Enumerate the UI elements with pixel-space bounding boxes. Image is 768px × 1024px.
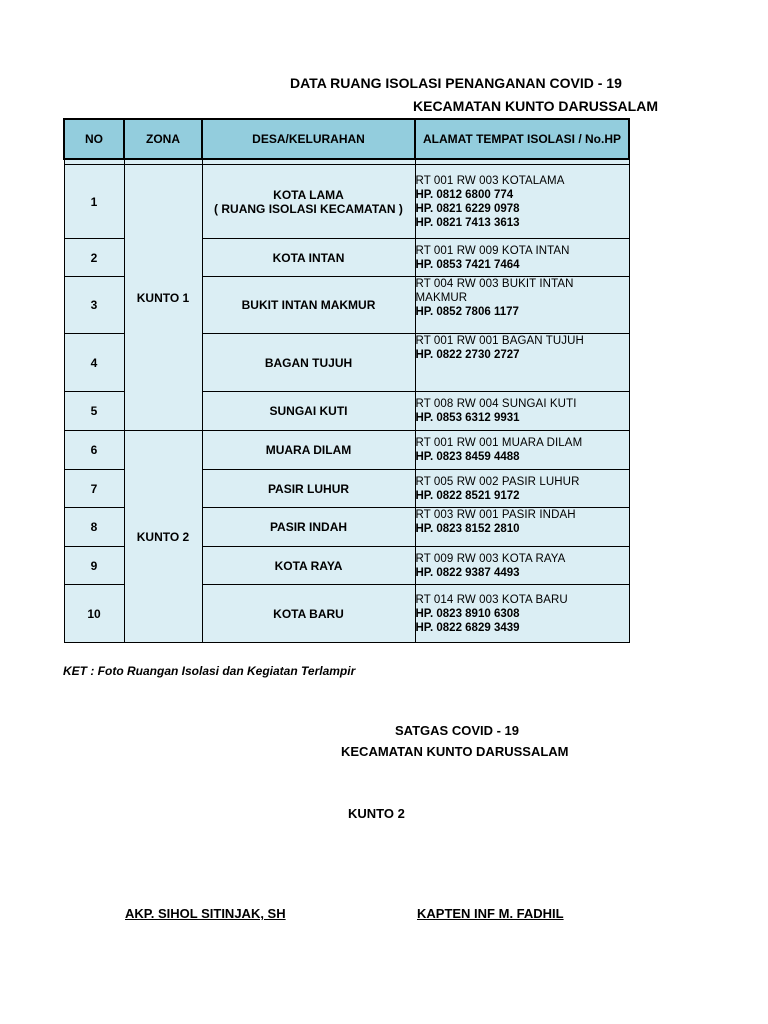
row-desa: BUKIT INTAN MAKMUR <box>202 277 415 334</box>
row-alamat: RT 008 RW 004 SUNGAI KUTI HP. 0853 6312 9931 <box>415 392 629 431</box>
zone-cell: KUNTO 1 <box>124 165 202 431</box>
satgas-location: KUNTO 2 <box>348 806 405 821</box>
document-title: DATA RUANG ISOLASI PENANGANAN COVID - 19 <box>290 75 622 91</box>
row-desa: KOTA INTAN <box>202 239 415 277</box>
row-desa: KOTA LAMA ( RUANG ISOLASI KECAMATAN ) <box>202 165 415 239</box>
signatory-right: KAPTEN INF M. FADHIL <box>417 906 564 921</box>
table-row <box>64 431 629 470</box>
document-subtitle: KECAMATAN KUNTO DARUSSALAM <box>413 98 658 114</box>
row-no: 9 <box>64 547 124 585</box>
row-alamat: RT 005 RW 002 PASIR LUHUR HP. 0822 8521 9172 <box>415 470 629 508</box>
row-no: 5 <box>64 392 124 431</box>
table-header-row <box>64 119 629 159</box>
row-no: 10 <box>64 585 124 643</box>
row-no: 4 <box>64 334 124 392</box>
row-alamat: RT 001 RW 001 MUARA DILAM HP. 0823 8459 4488 <box>415 431 629 470</box>
row-alamat: RT 003 RW 001 PASIR INDAH HP. 0823 8152 2810 <box>415 508 629 547</box>
row-desa: SUNGAI KUTI <box>202 392 415 431</box>
row-alamat: RT 009 RW 003 KOTA RAYA HP. 0822 9387 4493 <box>415 547 629 585</box>
header-no: NO <box>64 119 124 159</box>
row-desa: KOTA BARU <box>202 585 415 643</box>
isolation-table <box>63 118 630 643</box>
row-no: 3 <box>64 277 124 334</box>
row-desa: MUARA DILAM <box>202 431 415 470</box>
row-no: 2 <box>64 239 124 277</box>
header-alamat: ALAMAT TEMPAT ISOLASI / No.HP <box>415 119 629 159</box>
row-alamat: RT 004 RW 003 BUKIT INTAN MAKMUR HP. 0852 7806 1177 <box>415 277 629 334</box>
header-desa: DESA/KELURAHAN <box>202 119 415 159</box>
row-desa: KOTA RAYA <box>202 547 415 585</box>
row-alamat: RT 014 RW 003 KOTA BARU HP. 0823 8910 6308 HP. 0822 6829 3439 <box>415 585 629 643</box>
signatory-left: AKP. SIHOL SITINJAK, SH <box>125 906 286 921</box>
header-zona: ZONA <box>124 119 202 159</box>
row-no: 6 <box>64 431 124 470</box>
zone-cell: KUNTO 2 <box>124 431 202 643</box>
row-no: 1 <box>64 165 124 239</box>
row-desa: PASIR INDAH <box>202 508 415 547</box>
row-alamat: RT 001 RW 003 KOTALAMA HP. 0812 6800 774 HP. 0821 6229 0978 HP. 0821 7413 3613 <box>415 165 629 239</box>
row-alamat: RT 001 RW 001 BAGAN TUJUH HP. 0822 2730 2727 <box>415 334 629 392</box>
row-alamat: RT 001 RW 009 KOTA INTAN HP. 0853 7421 7464 <box>415 239 629 277</box>
row-no: 7 <box>64 470 124 508</box>
table-row <box>64 165 629 239</box>
satgas-subtitle: KECAMATAN KUNTO DARUSSALAM <box>341 744 569 759</box>
satgas-title: SATGAS COVID - 19 <box>395 723 520 738</box>
row-desa: PASIR LUHUR <box>202 470 415 508</box>
note-text: KET : Foto Ruangan Isolasi dan Kegiatan Terlampir <box>63 664 356 678</box>
row-no: 8 <box>64 508 124 547</box>
row-desa: BAGAN TUJUH <box>202 334 415 392</box>
